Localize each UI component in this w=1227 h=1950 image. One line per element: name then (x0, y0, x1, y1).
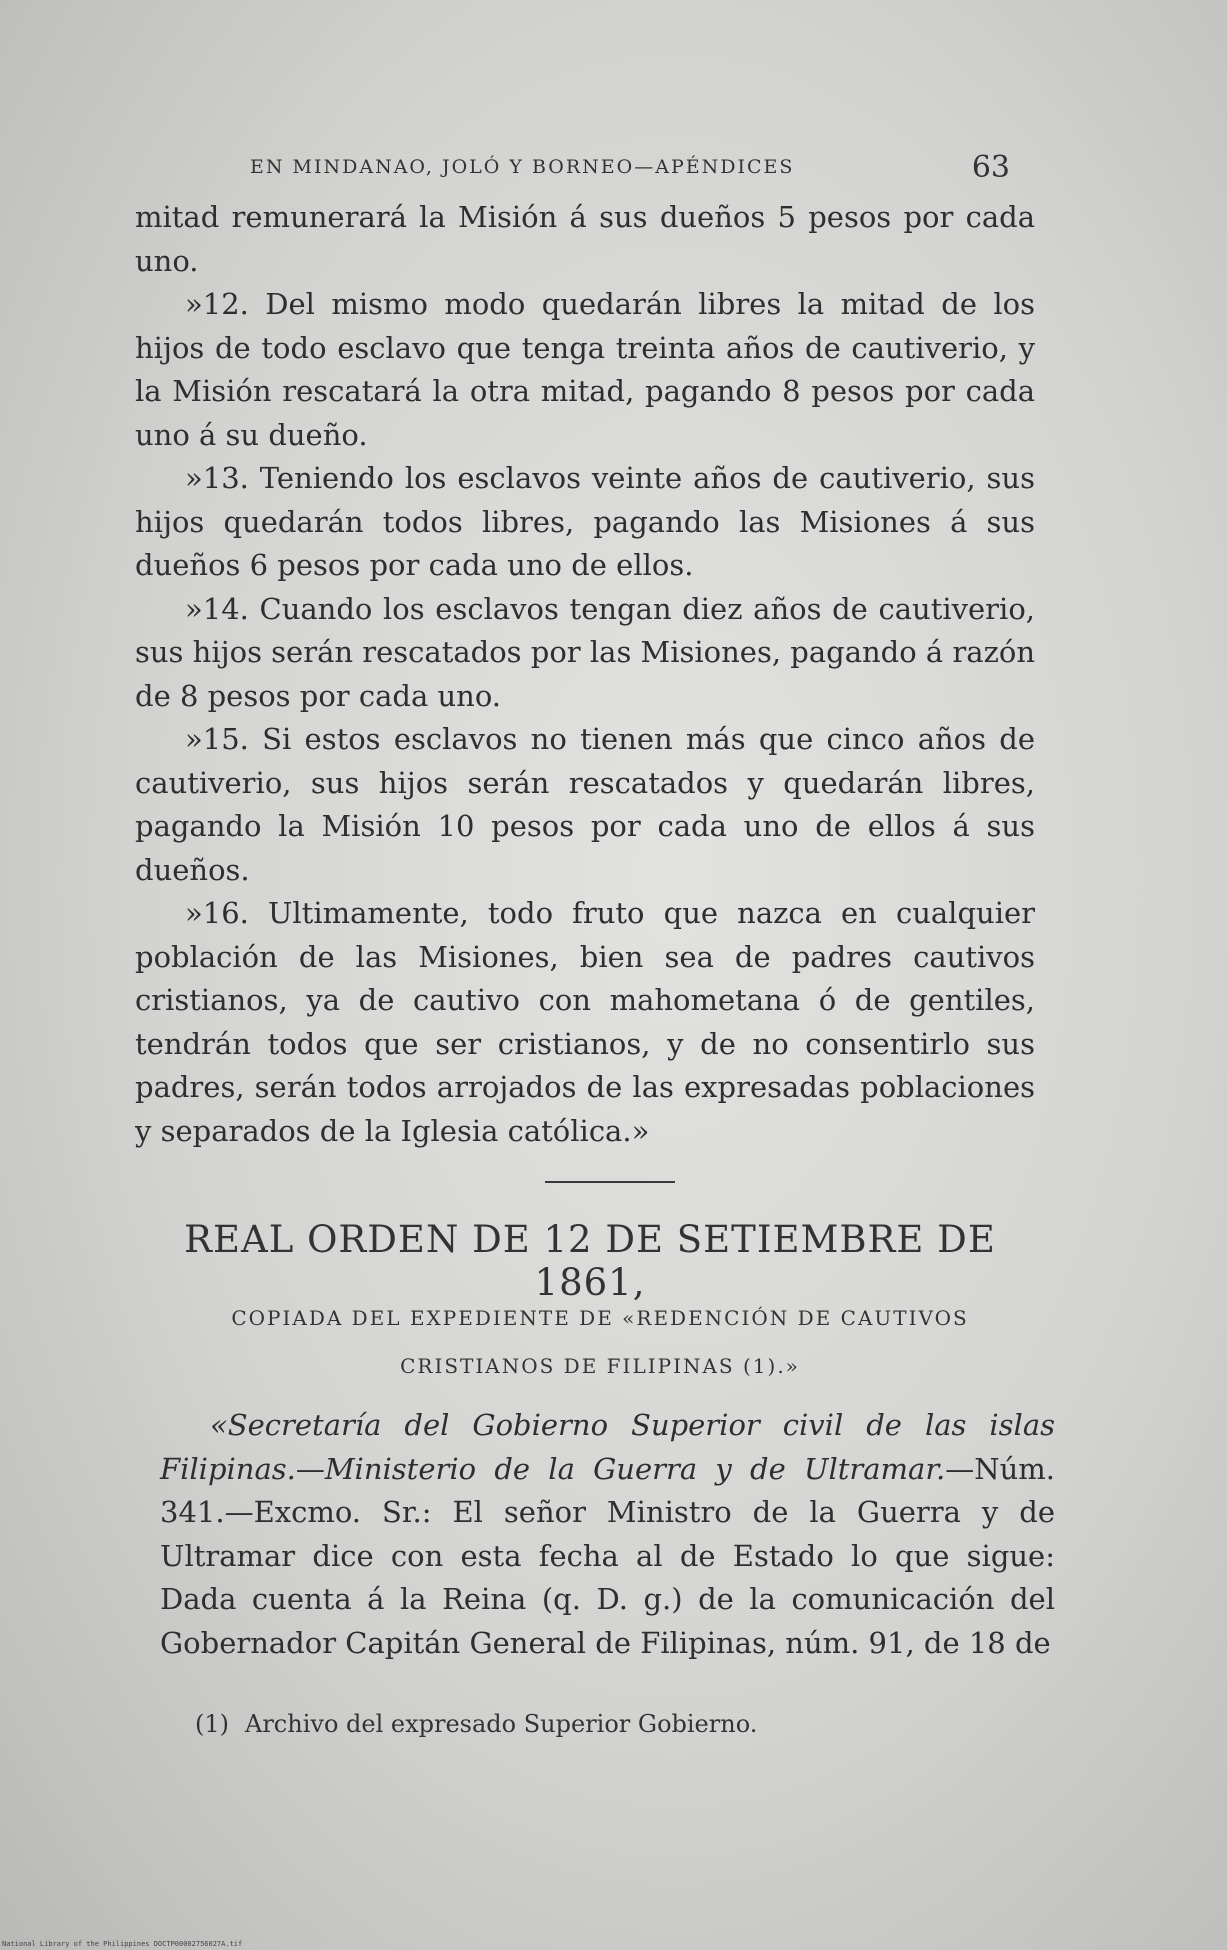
section-subtitle (150, 1294, 1050, 1390)
paragraph: »14. Cuando los esclavos tengan diez años de cautiverio, sus hijos serán rescatados por las Misiones, pagando á razón de 8 pesos por cada uno. (135, 591, 1035, 713)
quoted-document (160, 1404, 1055, 1665)
paragraph: »15. Si estos esclavos no tienen más que cinco años de cautiverio, sus hijos serán rescatados y quedarán libres, pagando la Misión 10 pesos por cada uno de ellos á sus dueños. (135, 722, 1035, 887)
italic-heading: «Secretaría del Gobierno Superior civil de las islas Filipinas. (160, 1408, 1055, 1486)
italic-heading: Ministerio de la Guerra y de Ultramar. (324, 1451, 946, 1486)
dash: — (295, 1451, 325, 1486)
quote-body: —Núm. 341.—Excmo. Sr.: El señor Ministro de la Guerra y de Ultramar dice con esta fecha al de Estado lo que sigue: Dada cuenta á la Reina (q. D. g.) de la comunicación del Gobernador Capitán General de Filipinas, núm. 91, de 18 de (160, 1451, 1055, 1660)
paragraph: mitad remunerará la Misión á sus dueños 5 pesos por cada uno. (135, 200, 1035, 278)
footnote-mark: (1) (195, 1710, 229, 1738)
footnote (195, 1710, 757, 1738)
section-title: REAL ORDEN DE 12 DE SETIEMBRE DE 1861, (184, 1218, 996, 1304)
body-text (135, 196, 1035, 1153)
page-header (250, 150, 1030, 190)
running-head: EN MINDANAO, JOLÓ Y BORNEO—APÉNDICES (250, 156, 795, 178)
footnote-text: Archivo del expresado Superior Gobierno. (245, 1710, 758, 1738)
paragraph: »12. Del mismo modo quedarán libres la mitad de los hijos de todo esclavo que tenga treinta años de cautiverio, y la Misión rescatará la otra mitad, pagando 8 pesos por cada uno á su dueño. (135, 287, 1035, 452)
section-divider (545, 1181, 675, 1183)
library-stamp: National Library of the Philippines DOCTP00002756027A.tif (2, 1940, 243, 1948)
paragraph: »13. Teniendo los esclavos veinte años de cautiverio, sus hijos quedarán todos libres, pagando las Misiones á sus dueños 6 pesos por cada uno de ellos. (135, 461, 1035, 582)
subtitle-line: COPIADA DEL EXPEDIENTE DE «REDENCIÓN DE CAUTIVOS (231, 1306, 969, 1330)
page-number: 63 (971, 150, 1010, 185)
paragraph: »16. Ultimamente, todo fruto que nazca en cualquier población de las Misiones, bien sea de padres cautivos cristianos, ya de cautivo con mahometana ó de gentiles, tendrán todos que ser cristianos, y de no consentirlo sus padres, serán todos arrojados de las expresadas poblaciones y separados de la Iglesia católica.» (135, 896, 1035, 1148)
subtitle-line: CRISTIANOS DE FILIPINAS (1).» (400, 1354, 800, 1378)
